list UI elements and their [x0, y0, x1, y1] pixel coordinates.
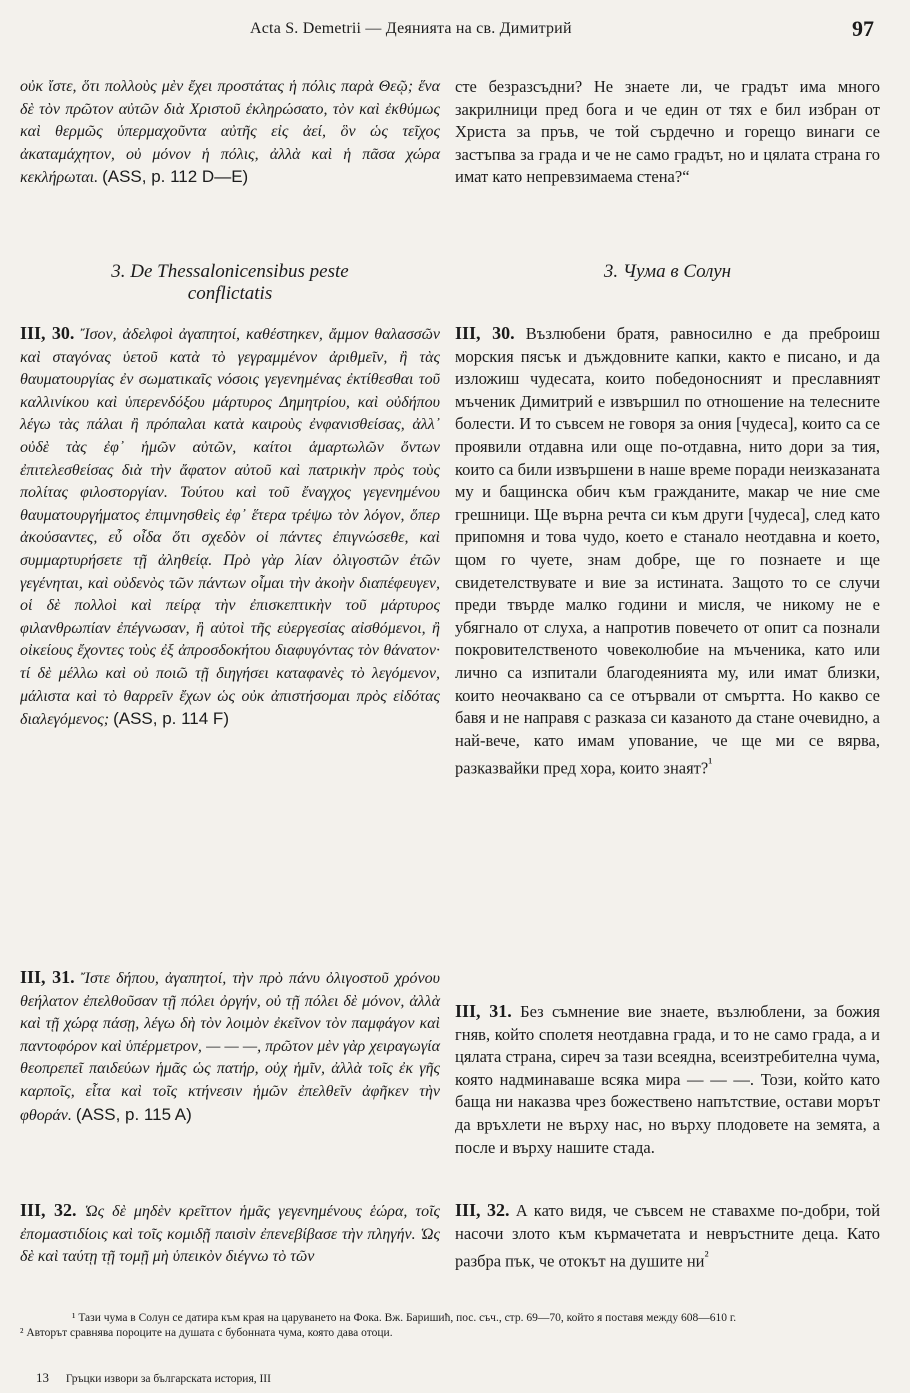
latin-section-heading [20, 261, 440, 305]
bulgarian-intro-paragraph: сте безразсъдни? Не знаете ли, че градът има много закрилници пред бога и че един от тях е бил избран от Христа за пръв, че той сърдечно и горещо винаги се застъпва за града и че не само градът, но и цялата страна го имат като непревзимаема стена?“ [455, 77, 880, 187]
greek-section-number-30: III, 30. [20, 323, 75, 343]
greek-section-32 [20, 1199, 440, 1269]
latin-heading-line1: 3. De Thessalonicensibus peste [111, 261, 349, 282]
greek-text-30: Ἴσον, ἀδελφοὶ ἀγαπητοί, καθέστηκεν, ἄμμον θαλασσῶν καὶ σταγόνας ὑετοῦ κατὰ τὸ γεγραμμένον ἀριθμεῖν, ἢ τὰς θαυματουργίας ἐν σωματικαῖς νόσοις γεγενημένας ἐκτίθεσθαι τοῦ καλλινίκου καὶ ὑπερενδόξου μάρτυρος Δημητρίου, καὶ οὐδήπου λέγω τὰς πάλαι ἢ πρόπαλαι κατὰ καιροὺς ἐνφανισθείσας, ἀλλ᾽ οὐδὲ τὰς ἐφ᾽ ἡμῶν αὐτῶν, καίτοι ἁμαρτωλῶν ὄντων ἐπιτελεσθείσας διὰ τὴν ἄφατον αὐτοῦ καὶ πατρικὴν πρὸς τοὺς πολίτας φιλοστοργίαν. Τούτου καὶ τοῦ ἔναγχος γεγενημένου θαυματουργήματος ἐπιμνησθεὶς ἐφ᾽ ἕτερα τρέψω τὸν λόγον, ὅπερ ἀκούσαντες, εὖ οἶδα ὅτι σχεδὸν οἱ πάντες ἐπιγνώσεθε, καὶ συμμαρτυρήσετε τῇ ἀληθείᾳ. Πρὸ γὰρ λίαν ὀλιγοστῶν ἐτῶν γεγένηται, καὶ οὐδενὸς τῶν πάντων οἶμαι τὴν ἀκοὴν διαπέφευγεν, οἱ δὲ πολλοὶ καὶ πείρᾳ τὴν ἐπισκεπτικὴν τοῦ μάρτυρος φιλανθρωπίαν ἐπέγνωσαν, ἢ αὐτοὶ τῆς εὐεργεσίας αἰσθόμενοι, ἢ οἰκείους ἔχοντες τοὺς ἐξ ἀπροσδοκήτου διαφυγόντας τὸν θάνατον· τί δὲ μέλλω καὶ οὐ ποιῶ τῇ διηγήσει καταφανὲς τὸ λεγόμενον, μάλιστα καὶ τὸ θαρρεῖν ἔχων ὡς οὐκ ἀπιστήσομαι πρὸς εἰδότας διαλεγόμενος; [20, 326, 440, 729]
greek-section-number-31: III, 31. [20, 967, 75, 987]
greek-section-30 [20, 322, 440, 732]
footnote-2: ² Авторът сравнява пороците на душата с бубонната чума, която дава отоци. [20, 1327, 393, 1339]
footer-book-title: Гръцки извори за българската история, III [65, 1373, 271, 1385]
greek-intro-ref: (ASS, p. 112 D—E) [102, 167, 249, 187]
greek-text-31: Ἴστε δήπου, ἀγαπητοί, τὴν πρὸ πάνυ ὀλιγοστοῦ χρόνου θεήλατον ἐπελθοῦσαν τῇ πόλει ὀργήν, οὐ τῇ πόλει δὲ μόνον, ἀλλὰ καὶ τῇ χώρᾳ πάσῃ, λέγω δὴ τὸν λοιμὸν ἐκεῖνον τὸν παμφάγον καὶ παντοφόρον καὶ ὑπέρμετρον, — — —, πρῶτον μὲν γὰρ χειραγωγία θεοπρεπεῖ παιδεύων ἡμᾶς ὡς πατήρ, οὐχ ἡμῖν, ἀλλὰ τοῖς ἐκ γῆς καρποῖς, εἶτα καὶ τοῖς κτήνεσιν ἡμῶν ἐπελθεῖν ἀφῆκεν τὴν φθοράν. [20, 970, 440, 1124]
bulgarian-section-number-30: III, 30. [455, 323, 515, 343]
greek-paragraph-30 [20, 322, 440, 732]
footnote-1: ¹ Тази чума в Солун се датира към края на царуването на Фока. Вж. Баришић, пос. съч., стр. 69—70, който я поставя между 608—610 г. [72, 1312, 737, 1324]
greek-text-32: Ὡς δὲ μηδὲν κρεῖττον ἡμᾶς γεγενημένους ἑώρα, τοῖς ἐπομαστιδίοις καὶ τοῖς κομιδῇ παισὶν ἐπενεβίβασε τὴν πληγήν. Ὡς δὲ καὶ ταύτῃ τῇ τομῇ μὴ ὑπεικὸν διέγνω τὸ τῶν [20, 1203, 441, 1266]
bulgarian-paragraph-32 [455, 1199, 880, 1273]
footnote-marker-2: ² [704, 1248, 709, 1264]
greek-ref-31: (ASS, p. 115 A) [75, 1104, 192, 1124]
bulgarian-text-30: Възлюбени братя, равносилно е да преброиш морския пясък и дъждовните капки, както е писано, и да изложиш чудесата, които победоносният и преславният мъченик Димитрий е извършил по отношение на телесните болести. И то съвсем не говоря за ония [чудеса], които са се проявили отдавна или още по-отдавна, нито дори за тия, които са били извършени в наше време поради неизказаната му и бащинска обич към гражданите, макар че ние сме грешници. Ще върна речта си към други [чудеса], след като припомня и това чудо, което е станало неотдавна и което, щом го чуете, знам добре, ще го познаете и ще свидетелствувате и вие за истината. Защото то се случи преди твърде малко години и мисля, че никому не е убягнало от слуха, а напротив повечето от опит са познали покровителственото човеколюбие на мъченика, като или лично са изпитали благодеянията му, или имат близки, които неочаквано са се отървали от смъртта. Но какво се бавя и не направя с разказа си казаното да стане очевидно, а най-вече, като имам упование, че ще ми се вярва, разказвайки пред хора, които знаят? [455, 324, 881, 778]
printer-signature: 13 [36, 1370, 49, 1385]
greek-intro-text: οὐκ ἴστε, ὅτι πολλοὺς μὲν ἔχει προστάτας ἡ πόλις παρὰ Θεῷ; ἕνα δὲ τὸν πρῶτον αὐτῶν διὰ Χριστοῦ ἐκληρώσατο, τὸν καὶ ἐκθύμως καὶ θερμῶς ὑπερμαχοῦντα αὐτῆς εἰς ἀεί, ὃν ὡς τεῖχος ἀκαταμάχητον, οὐ μόνον ἡ πόλις, ἀλλὰ καὶ ἡ πᾶσα χώρα κεκλήρωται. [20, 78, 440, 187]
greek-intro-block [20, 76, 440, 190]
bulgarian-section-30 [455, 322, 880, 780]
page-number: 97 [852, 16, 874, 41]
bulgarian-paragraph-31 [455, 1000, 880, 1159]
greek-paragraph-31 [20, 966, 440, 1127]
bulgarian-section-number-31: III, 31. [455, 1001, 512, 1021]
footnote-marker-1: ¹ [708, 755, 713, 771]
running-title: Acta S. Demetrii — Деянията на св. Димитрий [250, 20, 572, 37]
page-footer [36, 1370, 271, 1386]
greek-ref-30: (ASS, p. 114 F) [113, 709, 229, 729]
bulgarian-section-number-32: III, 32. [455, 1200, 510, 1220]
latin-heading-line2: conflictatis [187, 283, 273, 304]
greek-paragraph-32 [20, 1199, 440, 1269]
bulgarian-paragraph-30 [455, 322, 880, 780]
bulgarian-text-32: А като видя, че съвсем не ставахме по-добри, той насочи злото към кърмачетата и невръстните деца. Като разбра пък, че отокът на душите ни [455, 1201, 881, 1271]
bulgarian-section-32 [455, 1199, 880, 1273]
greek-intro-paragraph [20, 76, 440, 190]
bulgarian-text-31: Без съмнение вие знаете, възлюблени, за божия гняв, който сполетя неотдавна града, и то не само града, а и цялата страна, сиреч за тази всеядна, всеизтребителна чума, която надминаваше всяка мира — — —. Този, който като баща ни наказва чрез божествено напътствие, остави морът да връхлети не върху нас, но върху плодовете на земята, а после и върху нашите стада. [455, 1002, 881, 1157]
bulgarian-intro-block [455, 76, 880, 189]
footnotes [20, 1311, 890, 1341]
bulgarian-section-31 [455, 1000, 880, 1159]
bulgarian-section-heading: 3. Чума в Солун [603, 261, 732, 282]
greek-section-number-32: III, 32. [20, 1200, 77, 1220]
greek-section-31 [20, 966, 440, 1127]
running-header [0, 16, 910, 46]
